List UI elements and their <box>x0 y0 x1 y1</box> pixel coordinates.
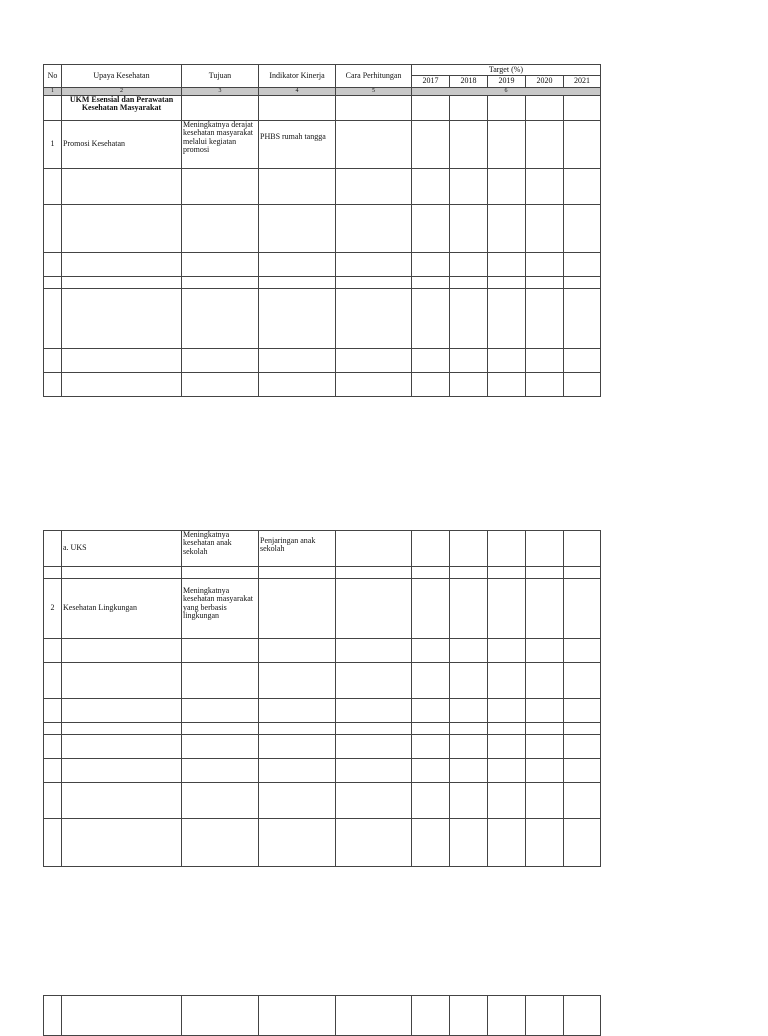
upaya-cell: a. UKS <box>62 531 182 567</box>
header-year-2020: 2020 <box>526 76 564 88</box>
col-number: 2 <box>62 88 182 96</box>
table-row <box>44 289 601 349</box>
section-title: UKM Esensial dan Perawatan Kesehatan Masyarakat <box>62 96 182 121</box>
upaya-cell: Kesehatan Lingkungan <box>62 579 182 639</box>
col-number: 1 <box>44 88 62 96</box>
table-row <box>44 723 601 735</box>
table-row <box>44 663 601 699</box>
header-upaya-kesehatan: Upaya Kesehatan <box>62 65 182 88</box>
row-number: 1 <box>44 121 62 169</box>
header-tujuan: Tujuan <box>182 65 259 88</box>
header-target: Target (%) <box>412 65 601 76</box>
table-row <box>44 699 601 723</box>
indikator-cell: PHBS rumah tangga <box>259 121 336 169</box>
header-year-2018: 2018 <box>450 76 488 88</box>
table-row <box>44 169 601 205</box>
table-row <box>44 277 601 289</box>
table-row <box>44 759 601 783</box>
header-year-2019: 2019 <box>488 76 526 88</box>
target-table-page-2 <box>43 530 601 867</box>
table-row <box>44 735 601 759</box>
header-indikator-kinerja: Indikator Kinerja <box>259 65 336 88</box>
col-number: 5 <box>336 88 412 96</box>
table-row <box>44 567 601 579</box>
table-row <box>44 639 601 663</box>
tujuan-cell: Meningkatnya kesehatan masyarakat yang berbasis lingkungan <box>182 579 259 639</box>
table-row <box>44 205 601 253</box>
table-row <box>44 121 601 169</box>
upaya-cell: Promosi Kesehatan <box>62 121 182 169</box>
col-number: 6 <box>412 88 601 96</box>
target-table-page-3 <box>43 995 601 1036</box>
col-number: 3 <box>182 88 259 96</box>
table-row <box>44 996 601 1036</box>
header-cara-perhitungan: Cara Perhitungan <box>336 65 412 88</box>
table-row <box>44 373 601 397</box>
col-number: 4 <box>259 88 336 96</box>
column-number-row <box>44 88 601 96</box>
header-year-2021: 2021 <box>564 76 601 88</box>
header-year-2017: 2017 <box>412 76 450 88</box>
table-row <box>44 349 601 373</box>
table-row <box>44 819 601 867</box>
table-row <box>44 253 601 277</box>
table-row <box>44 783 601 819</box>
target-table-page-1 <box>43 64 601 397</box>
tujuan-cell: Meningkatnya derajat kesehatan masyarakat melalui kegiatan promosi <box>182 121 259 169</box>
table-row <box>44 531 601 567</box>
section-row <box>44 96 601 121</box>
row-number: 2 <box>44 579 62 639</box>
header-no: No <box>44 65 62 88</box>
tujuan-cell: Meningkatnya kesehatan anak sekolah <box>182 531 259 567</box>
indikator-cell: Penjaringan anak sekolah <box>259 531 336 567</box>
table-row <box>44 579 601 639</box>
